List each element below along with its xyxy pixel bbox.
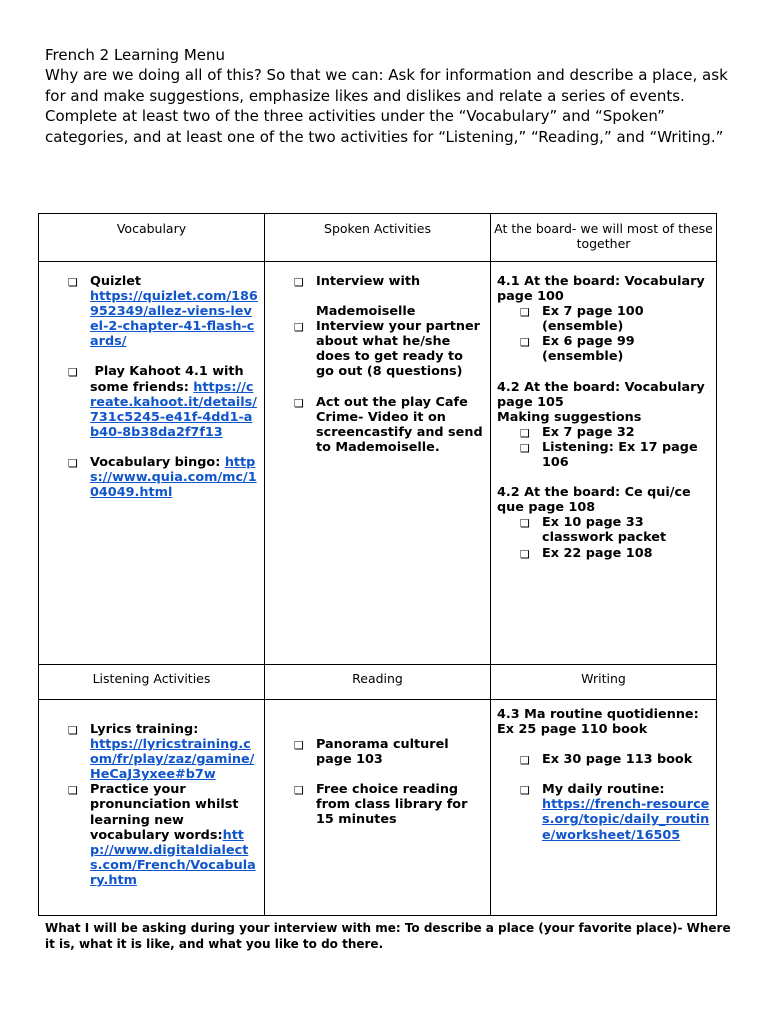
spacer	[316, 380, 484, 395]
board-item-text: Listening: Ex 17 page 106	[542, 439, 698, 471]
checkbox-icon: ❑	[294, 321, 304, 335]
act-out-text: Act out the play Cafe Crime- Video it on screencastify and send to Mademoiselle.	[316, 394, 483, 455]
reading-cell	[265, 700, 491, 916]
spacer	[316, 767, 484, 782]
checkbox-icon: ❑	[520, 426, 530, 440]
board-item-text: Ex 6 page 99 (ensemble)	[542, 334, 635, 365]
list-item	[520, 782, 710, 843]
checkbox-icon: ❑	[520, 547, 530, 561]
list-item	[520, 424, 710, 440]
list-item	[520, 752, 710, 768]
list-item	[294, 319, 484, 380]
list-item	[520, 304, 710, 335]
free-choice-text: Free choice reading from class library for 15 minutes	[316, 782, 468, 828]
spacer	[265, 707, 490, 737]
board-section-1-list	[497, 304, 710, 364]
kahoot-link[interactable]: https://create.kahoot.it/details/731c5245-e41f-4dd1-ab40-8b38da2f7f13	[90, 379, 257, 440]
board-section-3-list	[497, 515, 710, 560]
checkbox-icon: ❑	[520, 336, 530, 350]
header-listening: Listening Activities	[39, 665, 265, 700]
header-spoken: Spoken Activities	[265, 214, 491, 262]
header-board: At the board- we will most of these together	[491, 214, 717, 262]
spacer	[39, 707, 264, 722]
intro	[45, 45, 735, 147]
daily-routine-label: My daily routine:	[542, 782, 665, 798]
pronunciation-label: Practice your pronunciation whilst learning new vocabulary words:	[90, 782, 239, 843]
board-section-3-title: 4.2 At the board: Ce qui/ce que page 108	[497, 485, 691, 516]
header-reading: Reading	[265, 665, 491, 700]
list-item	[520, 334, 710, 365]
header-row-top	[39, 214, 717, 262]
list-item	[294, 782, 484, 828]
daily-routine-link[interactable]: https://french-resources.org/topic/daily_routine/worksheet/16505	[542, 797, 710, 843]
spoken-cell	[265, 262, 491, 665]
learning-menu-table	[38, 213, 717, 916]
writing-list	[497, 752, 710, 842]
spoken-list	[265, 274, 490, 455]
board-section-2-title: 4.2 At the board: Vocabulary page 105	[497, 379, 705, 410]
spacer	[316, 289, 484, 304]
list-item	[294, 394, 484, 455]
list-item	[316, 304, 484, 319]
checkbox-icon: ❑	[520, 784, 530, 798]
spacer	[90, 440, 258, 455]
instructions-text: Complete at least two of the three activities under the “Vocabulary” and “Spoken” categories, and at least one of the two activities for “Listening,” “Reading,” and “Writing.”	[45, 107, 724, 146]
list-item	[68, 722, 258, 783]
board-section-2-list	[497, 425, 710, 470]
checkbox-icon: ❑	[68, 366, 78, 380]
board-cell	[491, 262, 717, 665]
list-item	[520, 439, 710, 471]
vocabulary-cell	[39, 262, 265, 665]
writing-cell	[491, 700, 717, 916]
panorama-text: Panorama culturel page 103	[316, 737, 449, 768]
board-item-text: Ex 7 page 32	[542, 424, 635, 440]
interview-with-text: Interview with	[316, 274, 421, 289]
interview-note: What I will be asking during your interview with me: To describe a place (your favorite place)- Where it is, what it is like, and what you like to do there.	[45, 921, 731, 951]
spacer	[497, 470, 710, 485]
board-section-1-title: 4.1 At the board: Vocabulary page 100	[497, 274, 705, 305]
list-item	[294, 274, 484, 289]
lyrics-link[interactable]: https://lyricstraining.com/fr/play/zaz/gamine/HeCaJ3yxee#b7w	[90, 737, 255, 783]
checkbox-icon: ❑	[294, 739, 304, 752]
ex30-text: Ex 30 page 113 book	[542, 752, 693, 768]
checkbox-icon: ❑	[68, 276, 78, 289]
header-row-bottom	[39, 665, 717, 700]
checkbox-icon: ❑	[68, 456, 78, 470]
checkbox-icon: ❑	[520, 306, 530, 320]
list-item	[520, 545, 710, 561]
quizlet-link[interactable]: https://quizlet.com/186952349/allez-viens-level-2-chapter-41-flash-cards/	[90, 289, 258, 350]
interview-partner-text: Interview your partner about what he/she does to get ready to go out (8 questions)	[316, 319, 480, 380]
spacer	[90, 349, 258, 364]
spacer	[542, 767, 710, 782]
spacer	[497, 737, 710, 752]
checkbox-icon: ❑	[520, 754, 530, 768]
checkbox-icon: ❑	[68, 724, 78, 737]
content-row-bottom	[39, 700, 717, 916]
list-item	[520, 515, 710, 546]
listening-list	[39, 722, 264, 888]
header-writing: Writing	[491, 665, 717, 700]
spacer	[497, 365, 710, 380]
bingo-link[interactable]: https://www.quia.com/mc/104049.html	[90, 454, 257, 501]
list-item	[294, 737, 484, 768]
checkbox-icon: ❑	[294, 784, 304, 798]
board-section-2-subtitle: Making suggestions	[497, 409, 642, 425]
list-item	[68, 454, 258, 501]
checkbox-icon: ❑	[294, 276, 304, 289]
list-item	[68, 364, 258, 440]
header-vocabulary: Vocabulary	[39, 214, 265, 262]
bingo-label: Vocabulary bingo:	[90, 454, 221, 470]
reading-list	[265, 737, 490, 827]
list-item	[68, 274, 258, 350]
mademoiselle-text: Mademoiselle	[316, 304, 416, 320]
content-row-top	[39, 262, 717, 665]
list-item	[68, 782, 258, 888]
checkbox-icon: ❑	[520, 441, 530, 455]
listening-cell	[39, 700, 265, 916]
page-title: French 2 Learning Menu	[45, 46, 226, 64]
writing-intro: 4.3 Ma routine quotidienne: Ex 25 page 110 book	[497, 707, 699, 738]
lyrics-label: Lyrics training:	[90, 722, 199, 737]
quizlet-label: Quizlet	[90, 274, 142, 289]
checkbox-icon: ❑	[294, 396, 304, 410]
board-item-text: Ex 7 page 100 (ensemble)	[542, 304, 644, 335]
board-item-text: Ex 10 page 33 classwork packet	[542, 515, 667, 546]
kahoot-label: Play Kahoot 4.1 with some friends:	[90, 364, 244, 395]
checkbox-icon: ❑	[520, 517, 530, 531]
purpose-text: Why are we doing all of this? So that we can: Ask for information and describe a place, ask for and make suggestions, emphasize likes and dislikes and relate a series of events.	[45, 66, 728, 105]
board-item-text: Ex 22 page 108	[542, 545, 653, 561]
pronunciation-link[interactable]: http://www.digitaldialects.com/French/Vocabulary.htm	[90, 827, 256, 888]
checkbox-icon: ❑	[68, 784, 78, 798]
vocabulary-list	[39, 274, 264, 500]
